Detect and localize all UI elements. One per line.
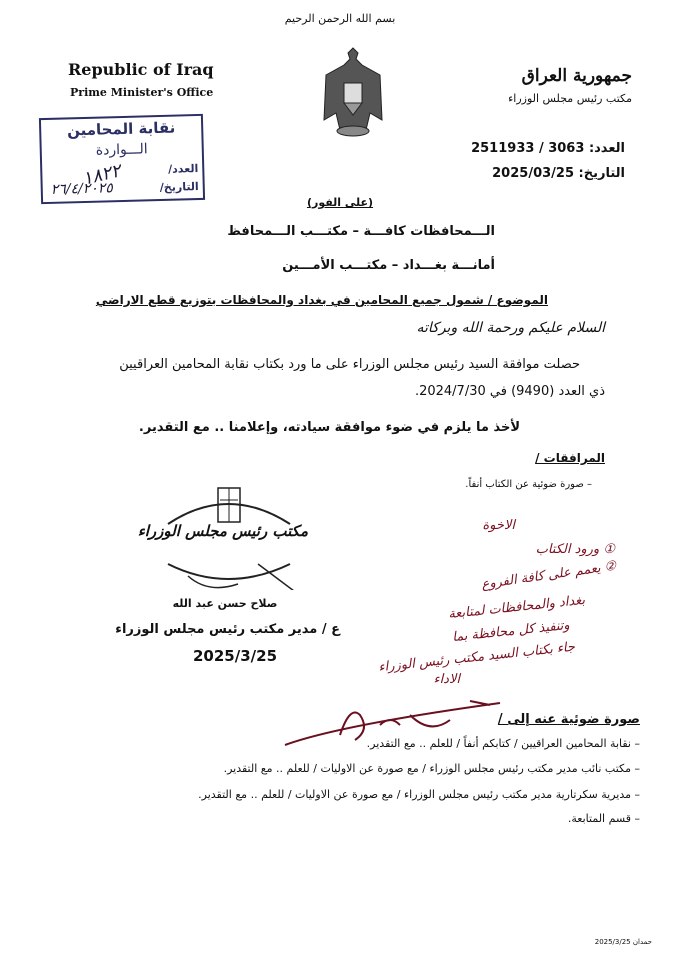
handwritten-note-line-4: بغداد والمحافظات لمتابعة <box>447 592 586 623</box>
english-title: Republic of Iraq <box>68 60 214 79</box>
body-line-3: لأخذ ما يلزم في ضوء موافقة سيادته، وإعلامنا .. مع التقدير. <box>138 420 520 435</box>
body-line-1: حصلت موافقة السيد رئيس مجلس الوزراء على ما ورد بكتاب نقابة المحامين العراقيين <box>119 357 580 372</box>
signatory-title: ع / مدير مكتب رئيس مجلس الوزراء <box>115 622 340 637</box>
seal-text: مكتب رئيس مجلس الوزراء <box>137 522 308 540</box>
handwritten-note-line-5: وتنفيذ كل محافظة بما <box>451 617 571 646</box>
attachment-item: – صورة ضوئية عن الكتاب أنفاً. <box>465 479 592 490</box>
footer-initials: حمدان 2025/3/25 <box>594 938 652 946</box>
copy-recipient-4: – قسم المتابعة. <box>567 812 640 825</box>
copy-recipient-text: مديرية سكرتارية مدير مكتب رئيس مجلس الوزراء / مع صورة عن الاوليات / للعلم .. مع التقدير. <box>198 788 631 801</box>
basmala: بسم الله الرحمن الرحيم <box>284 12 396 25</box>
stamp-date-handwritten: ٢٦/٤/٢٠٢٥ <box>50 180 114 198</box>
urgency-label: (على الفور) <box>306 196 374 209</box>
reference-number-value: 2511933 / 3063 <box>471 141 585 156</box>
handwritten-note-line-1: الاخوة <box>482 518 515 533</box>
iraq-eagle-emblem-icon <box>322 45 384 140</box>
handwritten-note-line-3: ② يعمم على كافة الفروع <box>480 558 618 593</box>
stamp-number-label: العدد/ <box>167 162 199 176</box>
signature-date: 2025/3/25 <box>192 647 278 665</box>
stamp-line1: نقابة المحامين <box>66 118 176 140</box>
copy-recipient-1: – نقابة المحامين العراقيين / كتابكم أنفاً / للعلم .. مع التقدير. <box>366 737 640 750</box>
reference-date-label: التاريخ: <box>578 166 625 181</box>
copy-recipient-3: – مديرية سكرتارية مدير مكتب رئيس مجلس الوزراء / مع صورة عن الاوليات / للعلم .. مع التقدير. <box>198 788 640 801</box>
reference-number-label: العدد: <box>588 141 625 156</box>
stamp-line2: الـــواردة <box>95 141 148 159</box>
arabic-title: جمهورية العراق <box>521 66 632 86</box>
copy-recipient-text: نقابة المحامين العراقيين / كتابكم أنفاً / للعلم .. مع التقدير. <box>366 737 631 750</box>
handwritten-note-line-2: ① ورود الكتاب <box>535 542 615 557</box>
copy-recipient-2: – مكتب نائب مدير مكتب رئيس مجلس الوزراء / مع صورة عن الاوليات / للعلم .. مع التقدير. <box>223 762 640 775</box>
signatory-name: صلاح حسن عبد الله <box>172 597 278 610</box>
reference-date-value: 2025/03/25 <box>492 166 574 181</box>
handwritten-note-line-7: الاداء <box>433 672 460 687</box>
copies-heading: صورة ضوئية عنه إلى / <box>497 712 640 727</box>
greeting: السلام عليكم ورحمة الله وبركاته <box>416 320 605 336</box>
stamp-number-handwritten: ١٨٢٢ <box>80 160 124 190</box>
body-line-2: ذي العدد (9490) في 2024/7/30. <box>414 384 605 399</box>
attachments-heading: المرافقات / <box>535 451 605 465</box>
subject: الموضوع / شمول جميع المحامين في بغداد والمحافظات بتوزيع قطع الاراضي <box>95 293 548 307</box>
recipient-1: الـــمحافظات كافـــة – مكتـــب الـــمحافظ <box>227 224 495 239</box>
incoming-stamp <box>39 114 205 204</box>
stamp-date-label: التاريخ/ <box>159 180 199 195</box>
recipient-2: أمانـــة بغـــداد – مكتـــب الأمـــين <box>282 258 495 273</box>
copy-recipient-text: قسم المتابعة. <box>567 812 631 825</box>
handwritten-note-line-6: جاء بكتاب السيد مكتب رئيس الوزراء <box>377 639 576 676</box>
arabic-subtitle: مكتب رئيس مجلس الوزراء <box>508 92 632 105</box>
copy-recipient-text: مكتب نائب مدير مكتب رئيس مجلس الوزراء / مع صورة عن الاوليات / للعلم .. مع التقدير. <box>223 762 631 775</box>
english-subtitle: Prime Minister's Office <box>70 86 214 99</box>
reference-number <box>471 141 625 156</box>
reference-date <box>492 166 625 181</box>
